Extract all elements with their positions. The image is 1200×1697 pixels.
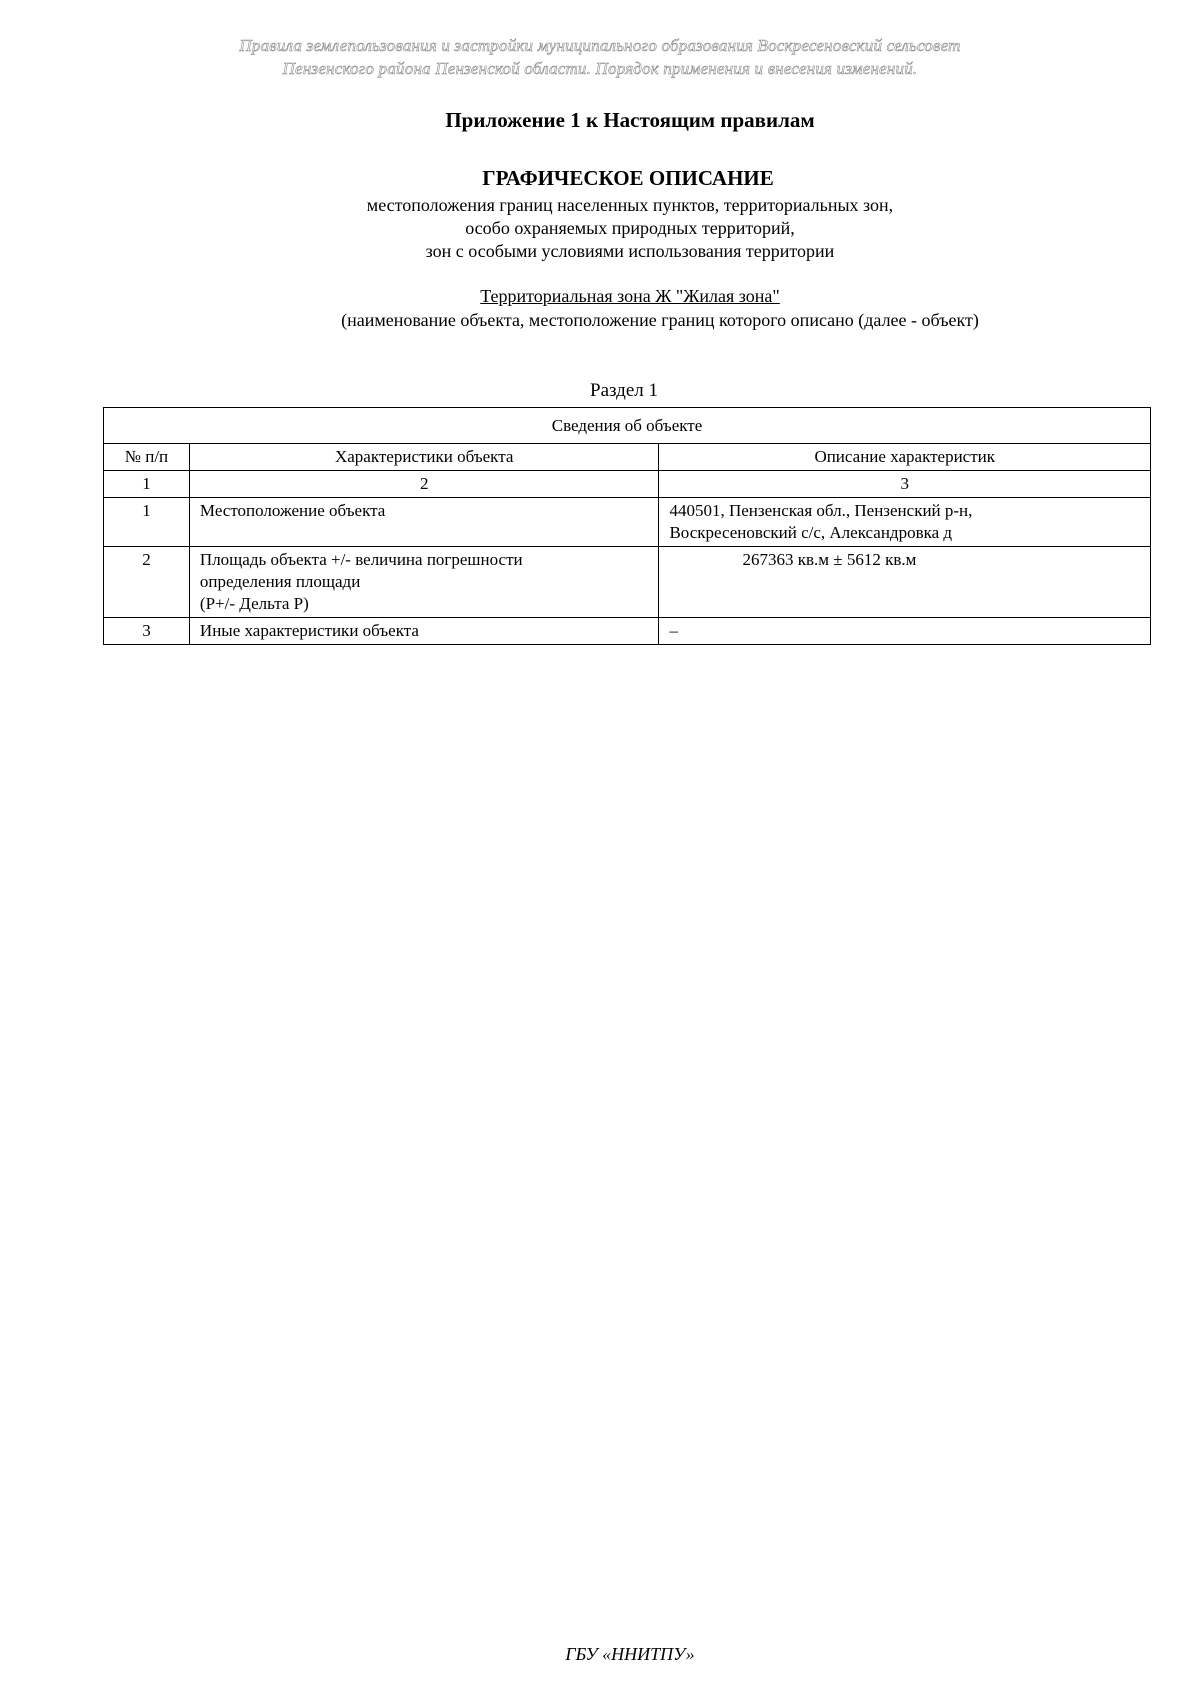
characteristic-line: (Р+/- Дельта Р)	[199, 594, 309, 613]
column-number-2: 2	[189, 471, 659, 498]
row-num: 2	[104, 547, 190, 618]
description-line: 440501, Пензенская обл., Пензенский р-н,	[669, 501, 973, 520]
object-name	[30, 286, 1200, 307]
table-header-row	[104, 444, 1151, 471]
row-description	[659, 498, 1151, 547]
table-row	[104, 498, 1151, 547]
subtitle-line-3: зон с особыми условиями использования территории	[425, 241, 835, 261]
object-info-table	[103, 407, 1151, 645]
characteristic-line: Площадь объекта +/- величина погрешности	[199, 550, 523, 569]
header-line-1: Правила землепользования и застройки муниципального образования Воскресеновский сельсовет	[239, 36, 961, 55]
header-characteristic: Характеристики объекта	[189, 444, 659, 471]
row-characteristic	[189, 498, 659, 547]
table-row	[104, 618, 1151, 645]
object-name-text: Территориальная зона Ж "Жилая зона"	[480, 286, 780, 306]
row-num: 3	[104, 618, 190, 645]
appendix-title: Приложение 1 к Настоящим правилам	[445, 108, 815, 132]
subtitle-line-1: местоположения границ населенных пунктов, территориальных зон,	[366, 195, 894, 215]
header-line-2: Пензенского района Пензенской области. Порядок применения и внесения изменений.	[282, 59, 918, 78]
section-title: Раздел 1	[590, 380, 658, 401]
page-title: ГРАФИЧЕСКОЕ ОПИСАНИЕ	[482, 166, 774, 190]
row-description	[659, 547, 1151, 618]
description-line: –	[669, 621, 678, 640]
row-description	[659, 618, 1151, 645]
row-characteristic	[189, 547, 659, 618]
object-caption: (наименование объекта, местоположение границ которого описано (далее - объект)	[341, 310, 979, 330]
characteristic-line: определения площади	[199, 572, 361, 591]
table-column-numbers-row	[104, 471, 1151, 498]
area-value: 267363 кв.м ± 5612 кв.м	[742, 550, 917, 569]
column-number-1: 1	[104, 471, 190, 498]
document-header	[0, 34, 1200, 80]
column-number-3: 3	[659, 471, 1151, 498]
header-num: № п/п	[104, 444, 190, 471]
row-num: 1	[104, 498, 190, 547]
description-line: Воскресеновский с/с, Александровка д	[669, 523, 953, 542]
characteristic-line: Местоположение объекта	[199, 501, 386, 520]
table-caption: Сведения об объекте	[104, 408, 1151, 444]
subtitle-line-2: особо охраняемых природных территорий,	[465, 218, 795, 238]
document-footer: ГБУ «ННИТПУ»	[565, 1644, 695, 1664]
row-characteristic	[189, 618, 659, 645]
characteristic-line: Иные характеристики объекта	[199, 621, 419, 640]
header-description: Описание характеристик	[659, 444, 1151, 471]
page-subtitle	[30, 194, 1200, 263]
table-caption-row	[104, 408, 1151, 444]
table-row	[104, 547, 1151, 618]
